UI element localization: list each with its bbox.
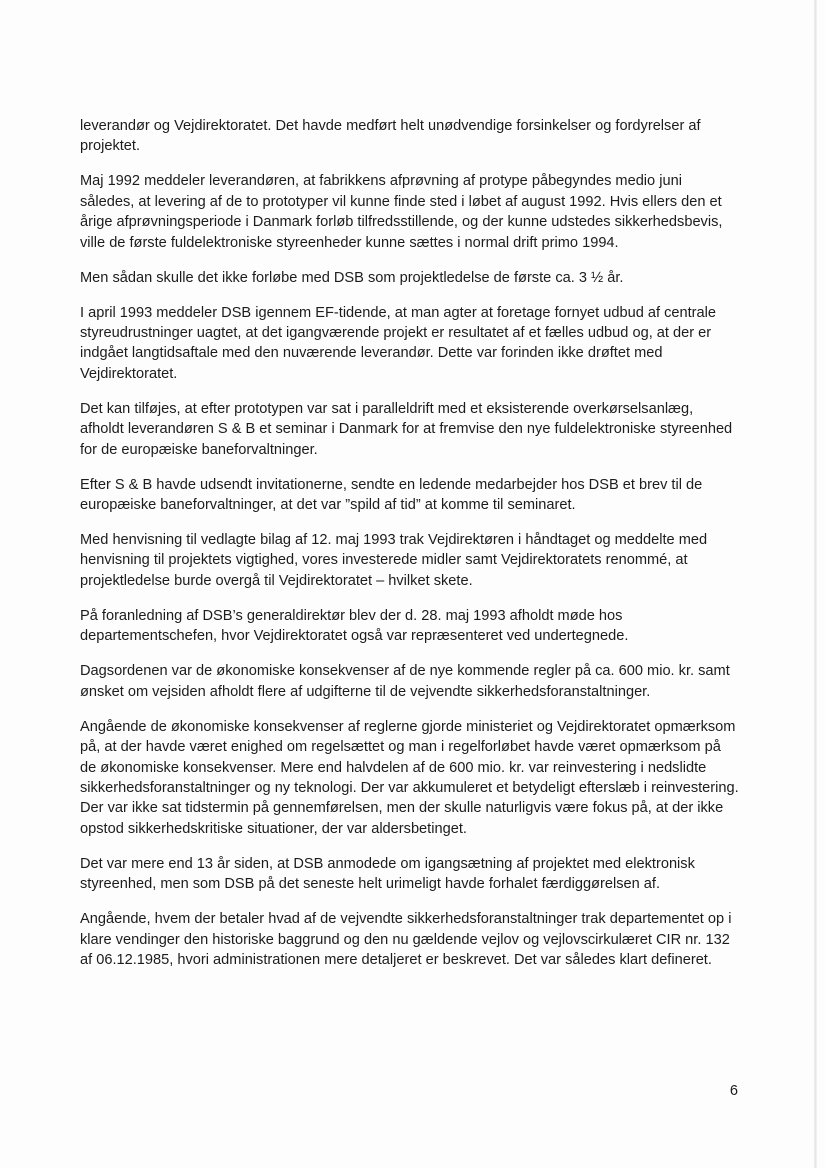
paragraph-10: Angående de økonomiske konsekvenser af reglerne gjorde ministeriet og Vejdirektoratet opmærksom på, at der havde været enighed om regelsættet og man i regelforløbet havde været opmærksom på de økonomiske konsekvenser. Mere end halvdelen af de 600 mio. kr. var reinvestering i nedslidte sikkerhedsforanstaltninger og ny teknologi. Der var akkumuleret et betydeligt efterslæb i reinvestering. Der var ikke sat tidstermin på gennemførelsen, men der skulle naturligvis være fokus på, at der ikke opstod sikkerhedskritiske situationer, der var aldersbetinget. — [80, 718, 739, 837]
paragraph-5: Det kan tilføjes, at efter prototypen var sat i paralleldrift med et eksisterende overkørselsanlæg, afholdt leverandøren S & B et seminar i Danmark for at fremvise den nye fuldelektroniske styreenhed for de europæiske baneforvaltninger. — [80, 400, 733, 458]
paragraph-12: Angående, hvem der betaler hvad af de vejvendte sikkerhedsforanstaltninger trak departementet op i klare vendinger den historiske baggrund og den nu gældende vejlov og vejlovscirkulæret CIR nr. 132 af 06.12.1985, hvori administrationen mere detaljeret er beskrevet. Det var således klart defineret. — [80, 911, 732, 968]
page-number: 6 — [729, 1083, 738, 1099]
paragraph-11: Det var mere end 13 år siden, at DSB anmodede om igangsætning af projektet med elektronisk styreenhed, men som DSB på det seneste helt urimeligt havde forhalet færdiggørelsen af. — [80, 855, 695, 893]
paragraph-3: Men sådan skulle det ikke forløbe med DSB som projektledelse de første ca. 3 ½ år. — [80, 269, 624, 286]
scan-edge-divider — [814, 0, 817, 1168]
paragraph-7: Med henvisning til vedlagte bilag af 12. maj 1993 trak Vejdirektøren i håndtaget og meddelte med henvisning til projektets vigtighed, vores investerede midler samt Vejdirektoratets renommé, at projektledelse burde overgå til Vejdirektoratet – hvilket skete. — [80, 532, 708, 589]
paragraph-2: Maj 1992 meddeler leverandøren, at fabrikkens afprøvning af protype påbegyndes medio juni således, at levering af de to prototyper vil kunne finde sted i løbet af august 1992. Hvis ellers den et årige afprøvningsperiode i Danmark forløb tilfredsstillende, og der kunne udstedes sikkerhedsbevis, ville de første fuldelektroniske styreenheder kunne sættes i normal drift primo 1994. — [80, 173, 723, 251]
paragraph-9: Dagsordenen var de økonomiske konsekvenser af de nye kommende regler på ca. 600 mio. kr. samt ønsket om vejsiden afholdt flere af udgifterne til de vejvendte sikkerhedsforanstaltninger. — [80, 663, 730, 700]
paragraph-8: På foranledning af DSB’s generaldirektør blev der d. 28. maj 1993 afholdt møde hos departementschefen, hvor Vejdirektoratet også var repræsenteret ved undertegnede. — [80, 607, 629, 645]
paragraph-6: Efter S & B havde udsendt invitationerne, sendte en ledende medarbejder hos DSB et brev til de europæiske baneforvaltninger, at det var ”spild af tid” at komme til seminaret. — [80, 476, 703, 514]
body-text — [80, 116, 740, 985]
paragraph-4: I april 1993 meddeler DSB igennem EF-tidende, at man agter at foretage fornyet udbud af centrale styreudrustninger uagtet, at det igangværende projekt er resultatet af et fælles udbud og, at der er indgået langtidsaftale med den nuværende leverandør. Dette var forinden ikke drøftet med Vejdirektoratet. — [80, 304, 717, 382]
paragraph-1: leverandør og Vejdirektoratet. Det havde medført helt unødvendige forsinkelser og fordyrelser af projektet. — [80, 118, 701, 155]
